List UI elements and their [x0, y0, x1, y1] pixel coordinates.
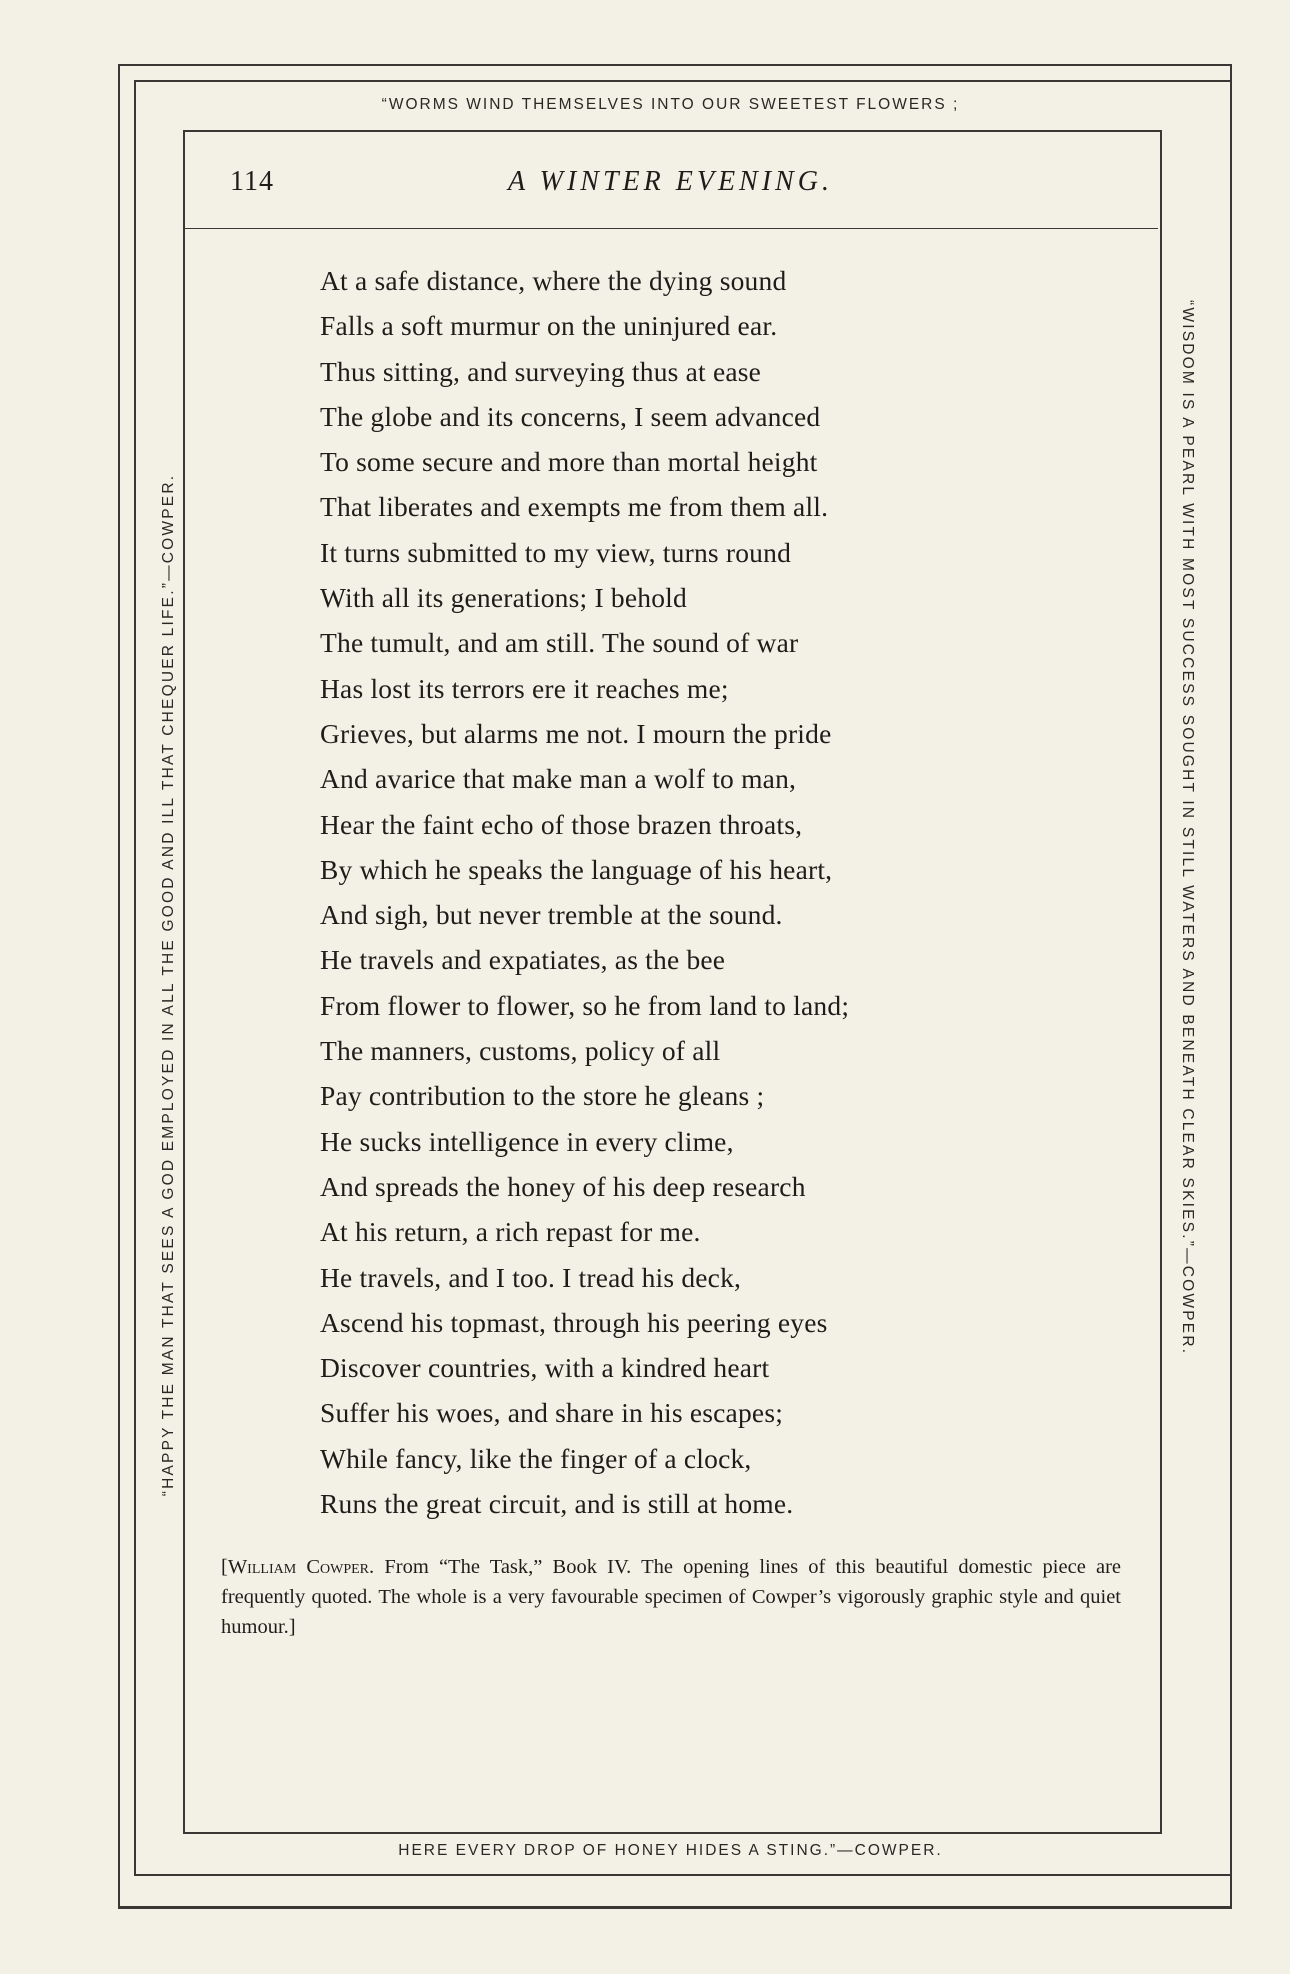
header-rule	[183, 228, 1158, 229]
poem-line: Has lost its terrors ere it reaches me;	[320, 672, 729, 704]
poem-line: Runs the great circuit, and is still at home.	[320, 1488, 794, 1520]
poem-line: It turns submitted to my view, turns round	[320, 536, 792, 568]
poem-line: Falls a soft murmur on the uninjured ear.	[320, 310, 778, 342]
poem-line: He travels, and I too. I tread his deck,	[320, 1261, 742, 1293]
poem-line: He travels and expatiates, as the bee	[320, 944, 726, 976]
poem-line: With all its generations; I behold	[320, 582, 687, 614]
bottom-margin-quote: HERE EVERY DROP OF HONEY HIDES A STING.”—COWPER.	[398, 1842, 943, 1859]
poem-line: To some secure and more than mortal height	[320, 446, 818, 478]
poem-line: Thus sitting, and surveying thus at ease	[320, 355, 762, 387]
poem-line: Discover countries, with a kindred heart	[320, 1352, 770, 1384]
editorial-note	[221, 1552, 1121, 1642]
poem-line: At his return, a rich repast for me.	[320, 1216, 701, 1248]
note-text: From “The Task,” Book IV. The opening lines of this beautiful domestic piece are frequently quoted. The whole is a very favourable specimen of Cowper’s vigorously graphic style and quiet humour.]	[221, 1556, 1121, 1638]
poem-line: And sigh, but never tremble at the sound.	[320, 899, 783, 931]
running-title: A WINTER EVENING.	[508, 166, 833, 197]
poem-body	[320, 258, 1120, 1526]
poem-line: Suffer his woes, and share in his escapes;	[320, 1397, 784, 1429]
poem-line: Pay contribution to the store he gleans ;	[320, 1080, 765, 1112]
left-margin-quote: “HAPPY THE MAN THAT SEES A GOD EMPLOYED IN ALL THE GOOD AND ILL THAT CHEQUER LIFE.”—COWPER.	[160, 473, 177, 1497]
poem-line: Hear the faint echo of those brazen throats,	[320, 808, 803, 840]
right-margin-quote: “WISDOM IS A PEARL WITH MOST SUCCESS SOUGHT IN STILL WATERS AND BENEATH CLEAR SKIES.”—COWPER.	[1179, 300, 1196, 1356]
poem-line: Grieves, but alarms me not. I mourn the pride	[320, 717, 832, 749]
poem-line: From flower to flower, so he from land to land;	[320, 989, 850, 1021]
poem-line: The globe and its concerns, I seem advanced	[320, 400, 821, 432]
poem-line: At a safe distance, where the dying sound	[320, 265, 787, 296]
poem-line: And spreads the honey of his deep research	[320, 1170, 806, 1202]
poem-line: And avarice that make man a wolf to man,	[320, 763, 797, 795]
note-author: [William Cowper.	[221, 1556, 375, 1578]
poem-line: He sucks intelligence in every clime,	[320, 1125, 734, 1157]
poem-line: While fancy, like the finger of a clock,	[320, 1442, 752, 1474]
poem-line: Ascend his topmast, through his peering eyes	[320, 1306, 828, 1338]
page-number: 114	[230, 166, 274, 197]
poem-line: By which he speaks the language of his heart,	[320, 853, 833, 885]
poem-line: The manners, customs, policy of all	[320, 1035, 721, 1067]
poem-line: That liberates and exempts me from them all.	[320, 491, 829, 523]
poem-line: The tumult, and am still. The sound of war	[320, 627, 799, 659]
top-margin-quote: “WORMS WIND THEMSELVES INTO OUR SWEETEST FLOWERS ;	[381, 96, 960, 113]
